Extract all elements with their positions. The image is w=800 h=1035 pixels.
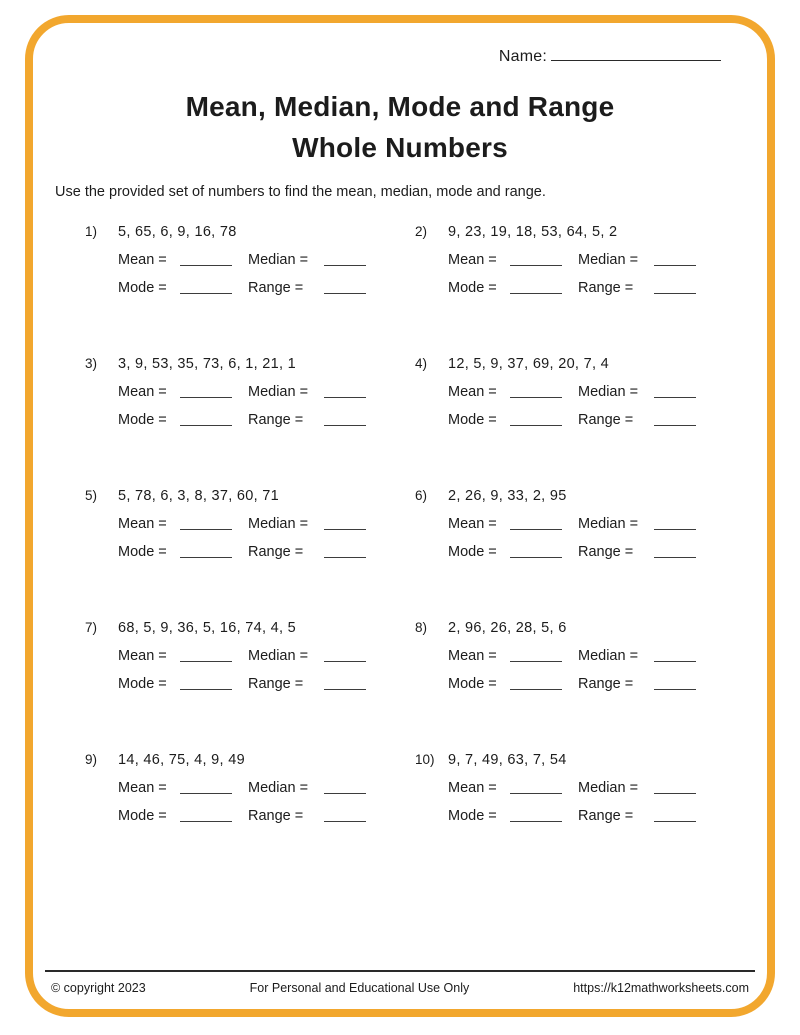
mean-median-row [448,249,745,268]
problem-3 [85,356,415,428]
median-label: Median = [248,780,309,796]
range-label: Range = [578,280,634,296]
mode-blank[interactable] [180,687,232,690]
mean-blank[interactable] [180,659,232,662]
problem-9 [85,752,415,824]
usage-text: For Personal and Educational Use Only [249,981,470,995]
mode-range-row [448,541,745,560]
mode-blank[interactable] [510,555,562,558]
median-blank[interactable] [324,395,366,398]
problem-10 [415,752,745,824]
problem-number: 8) [415,620,428,635]
instruction-text: Use the provided set of numbers to find the mean, median, mode and range. [55,184,546,200]
mode-label: Mode = [448,280,497,296]
problem-number: 10) [415,752,435,767]
problem-number: 9) [85,752,98,767]
number-set: 2, 26, 9, 33, 2, 95 [448,488,567,504]
mean-median-row [448,381,745,400]
range-blank[interactable] [324,555,366,558]
mean-blank[interactable] [510,659,562,662]
mode-range-row [448,673,745,692]
mean-blank[interactable] [180,527,232,530]
mean-median-row [448,513,745,532]
mean-median-row [118,777,415,796]
median-blank[interactable] [324,527,366,530]
problem-head [85,620,415,636]
mode-label: Mode = [118,808,167,824]
page-title [33,86,767,168]
range-label: Range = [578,808,634,824]
mode-range-row [448,409,745,428]
problem-number: 1) [85,224,98,239]
mean-blank[interactable] [510,791,562,794]
number-set: 68, 5, 9, 36, 5, 16, 74, 4, 5 [118,620,296,636]
problem-6 [415,488,745,560]
range-label: Range = [578,412,634,428]
problem-head [415,620,745,636]
mean-blank[interactable] [180,263,232,266]
problems-grid [85,224,767,824]
problem-head [85,224,415,240]
problem-number: 2) [415,224,428,239]
mode-label: Mode = [118,544,167,560]
mean-label: Mean = [118,648,167,664]
problem-4 [415,356,745,428]
mean-median-row [448,645,745,664]
median-label: Median = [578,384,639,400]
mode-range-row [448,805,745,824]
range-blank[interactable] [654,555,696,558]
title-line-2: Whole Numbers [292,132,508,163]
mode-blank[interactable] [180,291,232,294]
median-label: Median = [578,252,639,268]
mean-blank[interactable] [180,395,232,398]
problem-head [85,356,415,372]
median-label: Median = [248,384,309,400]
problem-5 [85,488,415,560]
mean-median-row [118,249,415,268]
name-label: Name: [498,48,547,65]
number-set: 12, 5, 9, 37, 69, 20, 7, 4 [448,356,609,372]
range-blank[interactable] [324,687,366,690]
range-blank[interactable] [654,291,696,294]
mean-blank[interactable] [180,791,232,794]
mean-label: Mean = [118,780,167,796]
mean-blank[interactable] [510,395,562,398]
median-blank[interactable] [654,527,696,530]
number-set: 9, 23, 19, 18, 53, 64, 5, 2 [448,224,618,240]
median-blank[interactable] [654,791,696,794]
median-label: Median = [248,648,309,664]
mean-median-row [118,381,415,400]
mode-range-row [118,805,415,824]
website-url: https://k12mathworksheets.com [573,981,749,995]
median-label: Median = [578,516,639,532]
problem-head [415,752,745,768]
mean-blank[interactable] [510,527,562,530]
median-blank[interactable] [324,659,366,662]
range-label: Range = [248,676,304,692]
number-set: 14, 46, 75, 4, 9, 49 [118,752,245,768]
title-line-1: Mean, Median, Mode and Range [185,91,615,122]
range-blank[interactable] [324,819,366,822]
number-set: 3, 9, 53, 35, 73, 6, 1, 21, 1 [118,356,296,372]
problem-number: 5) [85,488,98,503]
mode-label: Mode = [448,676,497,692]
range-label: Range = [578,544,634,560]
mean-median-row [118,513,415,532]
range-label: Range = [578,676,634,692]
mode-blank[interactable] [180,819,232,822]
median-label: Median = [248,252,309,268]
median-blank[interactable] [324,791,366,794]
mean-median-row [448,777,745,796]
worksheet [33,23,767,1009]
mode-label: Mode = [118,280,167,296]
name-row [33,47,721,66]
mean-label: Mean = [448,516,497,532]
median-blank[interactable] [324,263,366,266]
mode-label: Mode = [448,412,497,428]
mode-blank[interactable] [180,555,232,558]
median-blank[interactable] [654,395,696,398]
problem-number: 3) [85,356,98,371]
problem-number: 6) [415,488,428,503]
problem-head [85,488,415,504]
copyright-text: © copyright 2023 [51,981,146,995]
range-blank[interactable] [654,687,696,690]
range-label: Range = [248,808,304,824]
problem-2 [415,224,745,296]
range-label: Range = [248,412,304,428]
mean-median-row [118,645,415,664]
problem-head [415,224,745,240]
mode-range-row [118,541,415,560]
mode-range-row [118,277,415,296]
mode-blank[interactable] [510,291,562,294]
mode-label: Mode = [448,544,497,560]
name-blank[interactable] [551,47,721,61]
range-blank[interactable] [654,423,696,426]
median-label: Median = [578,780,639,796]
mode-label: Mode = [118,412,167,428]
mode-blank[interactable] [510,687,562,690]
range-label: Range = [248,280,304,296]
range-label: Range = [248,544,304,560]
mode-range-row [118,409,415,428]
median-blank[interactable] [654,659,696,662]
mean-label: Mean = [118,252,167,268]
range-blank[interactable] [654,819,696,822]
mode-blank[interactable] [510,423,562,426]
mode-range-row [118,673,415,692]
number-set: 9, 7, 49, 63, 7, 54 [448,752,567,768]
mean-blank[interactable] [510,263,562,266]
footer [45,970,755,995]
number-set: 2, 96, 26, 28, 5, 6 [448,620,567,636]
median-blank[interactable] [654,263,696,266]
mode-label: Mode = [118,676,167,692]
median-label: Median = [578,648,639,664]
problem-number: 7) [85,620,98,635]
range-blank[interactable] [324,291,366,294]
mean-label: Mean = [448,648,497,664]
mode-range-row [448,277,745,296]
problem-head [85,752,415,768]
mean-label: Mean = [118,384,167,400]
mean-label: Mean = [448,780,497,796]
mean-label: Mean = [448,252,497,268]
number-set: 5, 78, 6, 3, 8, 37, 60, 71 [118,488,279,504]
mode-blank[interactable] [510,819,562,822]
problem-1 [85,224,415,296]
mode-label: Mode = [448,808,497,824]
number-set: 5, 65, 6, 9, 16, 78 [118,224,237,240]
mean-label: Mean = [448,384,497,400]
problem-head [415,488,745,504]
mode-blank[interactable] [180,423,232,426]
problem-number: 4) [415,356,428,371]
range-blank[interactable] [324,423,366,426]
problem-7 [85,620,415,692]
problem-head [415,356,745,372]
problem-8 [415,620,745,692]
median-label: Median = [248,516,309,532]
mean-label: Mean = [118,516,167,532]
